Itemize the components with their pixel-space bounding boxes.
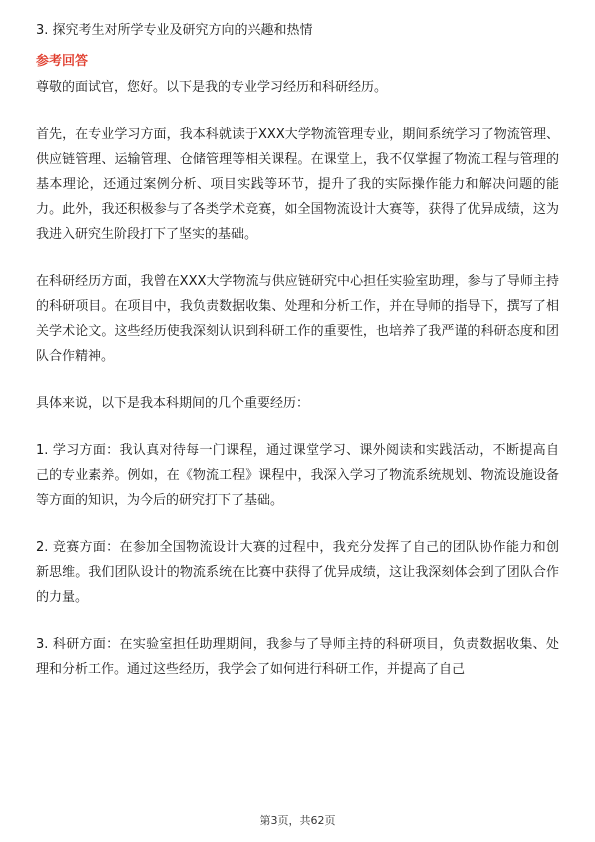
paragraph-item-3: 3. 科研方面：在实验室担任助理期间，我参与了导师主持的科研项目，负责数据收集、处理和分析工作。通过这些经历，我学会了如何进行科研工作，并提高了自己 xyxy=(36,637,559,677)
paragraph-research: 在科研经历方面，我曾在XXX大学物流与供应链研究中心担任实验室助理，参与了导师主持的科研项目。在项目中，我负责数据收集、处理和分析工作，并在导师的指导下，撰写了相关学术论文。这些经历使我深刻认识到科研工作的重要性，也培养了我严谨的科研态度和团队合作精神。 xyxy=(36,274,559,364)
paragraph-greeting: 尊敬的面试官，您好。以下是我的专业学习经历和科研经历。 xyxy=(36,80,388,95)
question-heading: 3. 探究考生对所学专业及研究方向的兴趣和热情 xyxy=(36,23,313,38)
page-number-footer: 第3页，共62页 xyxy=(259,814,336,827)
answer-label: 参考回答 xyxy=(36,54,89,69)
paragraph-item-2: 2. 竞赛方面：在参加全国物流设计大赛的过程中，我充分发挥了自己的团队协作能力和创新思维。我们团队设计的物流系统在比赛中获得了优异成绩，这让我深刻体会到了团队合作的力量。 xyxy=(36,540,559,605)
paragraph-study: 首先，在专业学习方面，我本科就读于XXX大学物流管理专业，期间系统学习了物流管理、供应链管理、运输管理、仓储管理等相关课程。在课堂上，我不仅掌握了物流工程与管理的基本理论，还通过案例分析、项目实践等环节，提升了我的实际操作能力和解决问题的能力。此外，我还积极参与了各类学术竞赛，如全国物流设计大赛等，获得了优异成绩，这为我进入研究生阶段打下了坚实的基础。 xyxy=(36,127,559,242)
paragraph-item-1: 1. 学习方面：我认真对待每一门课程，通过课堂学习、课外阅读和实践活动，不断提高自己的专业素养。例如，在《物流工程》课程中，我深入学习了物流系统规划、物流设施设备等方面的知识，为今后的研究打下了基础。 xyxy=(36,443,559,508)
paragraph-intro-list: 具体来说，以下是我本科期间的几个重要经历： xyxy=(36,396,310,411)
